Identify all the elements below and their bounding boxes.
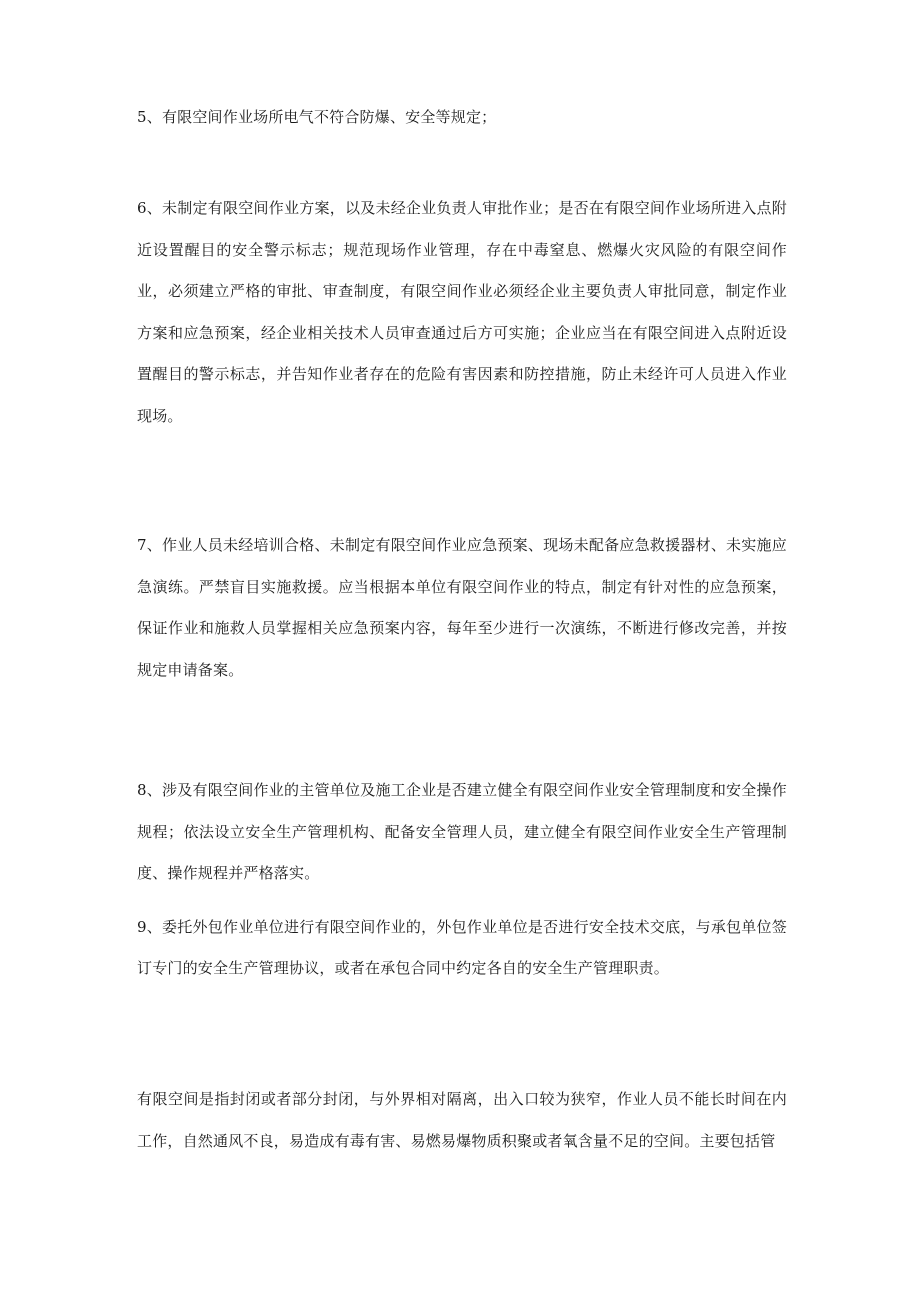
paragraph-definition: 有限空间是指封闭或者部分封闭，与外界相对隔离，出入口较为狭窄，作业人员不能长时间在内工作，自然通风不良，易造成有毒有害、易燃易爆物质积聚或者氧含量不足的空间。主要包括管 xyxy=(137,1090,787,1150)
paragraph-item-9: 9、委托外包作业单位进行有限空间作业的，外包作业单位是否进行安全技术交底，与承包单位签订专门的安全生产管理协议，或者在承包合同中约定各自的安全生产管理职责。 xyxy=(137,918,787,977)
paragraph-item-7: 7、作业人员未经培训合格、未制定有限空间作业应急预案、现场未配备应急救援器材、未实施应急演练。严禁盲目实施救援。应当根据本单位有限空间作业的特点，制定有针对性的应急预案，保证作业和施救人员掌握相关应急预案内容，每年至少进行一次演练，不断进行修改完善，并按规定申请备案。 xyxy=(137,536,787,679)
paragraph-item-6: 6、未制定有限空间作业方案，以及未经企业负责人审批作业；是否在有限空间作业场所进入点附近设置醒目的安全警示标志；规范现场作业管理，存在中毒窒息、燃爆火灾风险的有限空间作业，必须建立严格的审批、审查制度，有限空间作业必须经企业主要负责人审批同意，制定作业方案和应急预案，经企业相关技术人员审查通过后方可实施；企业应当在有限空间进入点附近设置醒目的警示标志，并告知作业者存在的危险有害因素和防控措施，防止未经许可人员进入作业现场。 xyxy=(137,199,787,425)
paragraph-item-8: 8、涉及有限空间作业的主管单位及施工企业是否建立健全有限空间作业安全管理制度和安全操作规程；依法设立安全生产管理机构、配备安全管理人员，建立健全有限空间作业安全生产管理制度、操作规程并严格落实。 xyxy=(137,781,787,882)
paragraph-item-5: 5、有限空间作业场所电气不符合防爆、安全等规定； xyxy=(137,108,497,126)
